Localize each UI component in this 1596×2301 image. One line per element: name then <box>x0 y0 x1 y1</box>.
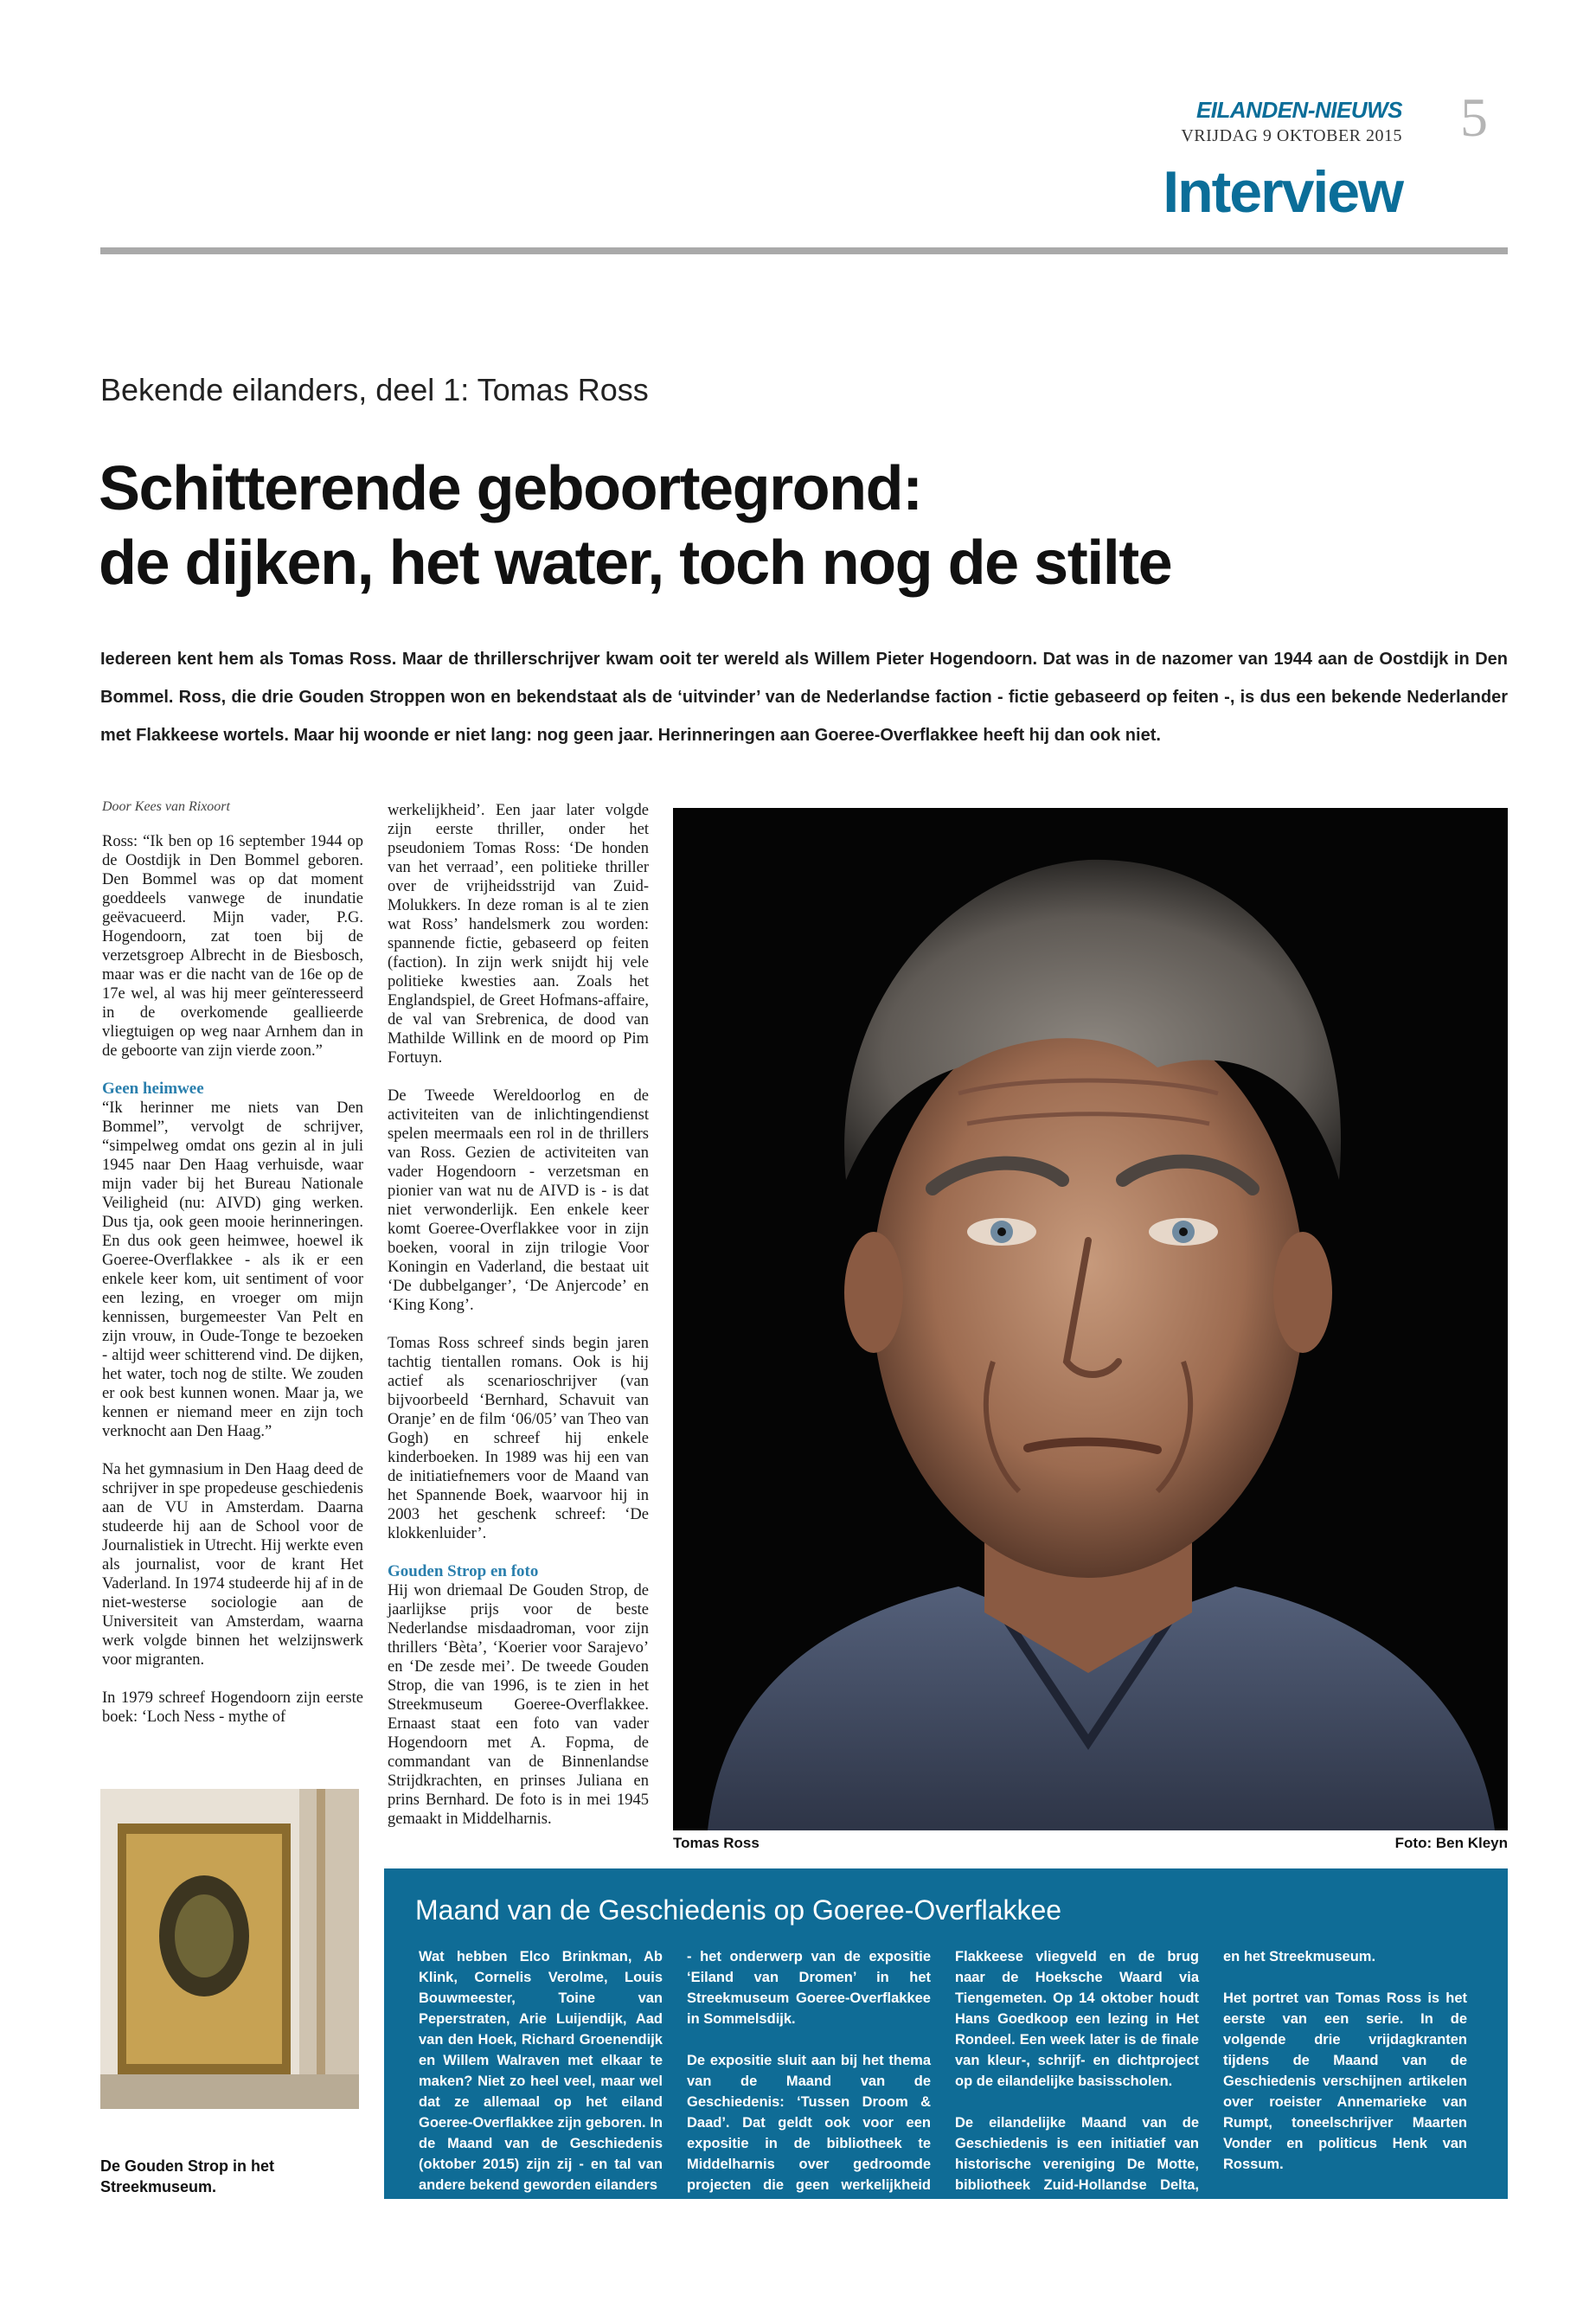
info-box-title: Maand van de Geschiedenis op Goeree-Overflakkee <box>415 1894 1062 1926</box>
paragraph: Ross: “Ik ben op 16 september 1944 op de Oostdijk in Den Bommel geboren. Den Bommel was op dat moment goeddeels vanwege de inundatie geëvacueerd. Mijn vader, P.G. Hogendoorn, zat toen bij de verzetsgroep Albrecht in de Biesbosch, maar was er die nacht van de 16e op de 17e wel, al was hij meer geïnteresseerd in de overkomende geallieerde vliegtuigen op weg naar Arnhem dan in de geboorte van zijn vierde zoon.” <box>102 833 363 1060</box>
gouden-strop-photo <box>100 1789 359 2109</box>
paragraph: De expositie sluit aan bij het thema van de Maand van de Geschiedenis: ‘Tussen Droom & Daad’. Dat geldt ook voor een expositie in de bibliotheek te Middelharnis over gedroomde projecten die geen werkelijkheid werden, zoals het <box>687 2053 931 2214</box>
section-title: Interview <box>1163 159 1402 225</box>
article-kicker: Bekende eilanders, deel 1: Tomas Ross <box>100 372 649 407</box>
paragraph: en het Streekmuseum. <box>1223 1949 1376 1965</box>
paragraph: De eilandelijke Maand van de Geschiedenis is een initiatief van historische vereniging De Motte, bibliotheek Zuid-Hollandse Delta, Streekarchief Goeree-Overflakkee <box>955 2115 1199 2214</box>
article-column-2 <box>388 801 649 1848</box>
paragraph: Hij won driemaal De Gouden Strop, de jaarlijkse prijs voor de beste Nederlandse misdaadroman, voor zijn thrillers ‘Bèta’, ‘Koerier voor Sarajevo’ en ‘De zesde mei’. De tweede Gouden Strop, die van 1996, is te zien in het Streekmuseum Goeree-Overflakkee. Ernaast staat een foto van vader Hogendoorn met A. Fopma, de commandant van de Binnenlandse Strijdkrachten, en prinses Juliana en prins Bernhard. De foto is in mei 1945 gemaakt in Middelharnis. <box>388 1582 649 1828</box>
photo-credit: Foto: Ben Kleyn <box>1394 1835 1508 1851</box>
article-headline <box>99 452 1448 600</box>
info-box <box>384 1868 1508 2214</box>
article-column-1 <box>102 798 363 1746</box>
paragraph: In 1979 schreef Hogendoorn zijn eerste boek: ‘Loch Ness - mythe of <box>102 1689 363 1726</box>
header-rule <box>100 247 1508 254</box>
paragraph: werkelijkheid’. Een jaar later volgde zijn eerste thriller, onder het pseudoniem Tomas Ross: ‘De honden van het verraad’, een politieke thriller over de vrijheidsstrijd van Zuid-Molukkers. In deze roman is al te zien wat Ross’ handelsmerk zou worden: spannende fictie, gebaseerd op feiten (faction). In zijn werk snijdt hij vele politieke kwesties aan. Zoals het Englandspiel, de Greet Hofmans-affaire, de val van Srebrenica, de dood van Mathilde Willink en de moord op Pim Fortuyn. <box>388 802 649 1067</box>
headline-line-1: Schitterende geboortegrond: <box>99 454 922 523</box>
small-photo-caption: De Gouden Strop in het Streekmuseum. <box>100 2157 274 2195</box>
paragraph: Flakkeese vliegveld en de brug naar de Hoeksche Waard via Tiengemeten. Op 14 oktober houdt Hans Goedkoop een lezing in Het Rondeel. Een week later is de finale van kleur-, schrijf- en dichtproject op de eilandelijke basisscholen. <box>955 1949 1199 2089</box>
headline-line-2: de dijken, het water, toch nog de stilte <box>99 529 1172 598</box>
article-intro: Iedereen kent hem als Tomas Ross. Maar de thrillerschrijver kwam ooit ter wereld als Willem Pieter Hogendoorn. Dat was in de nazomer van 1944 aan de Oostdijk in Den Bommel. Ross, die drie Gouden Stroppen won en bekendstaat als de ‘uitvinder’ van de Nederlandse faction - fictie gebaseerd op feiten -, is dus een bekende Nederlander met Flakkeese wortels. Maar hij woonde er niet lang: nog geen jaar. Herinneringen aan Goeree-Overflakkee heeft hij dan ook niet. <box>100 650 1508 745</box>
byline: Door Kees van Rixoort <box>102 799 230 814</box>
paragraph: Tomas Ross schreef sinds begin jaren tachtig tientallen romans. Ook is hij actief als scenarioschrijver (van bijvoorbeeld ‘Bernhard, Schavuit van Oranje’ en de film ‘06/05’ van Theo van Gogh) en schreef hij enkele kinderboeken. In 1989 was hij een van de initiatiefnemers voor de Maand van het Spannende Boek, waarvoor hij in 2003 het geschenk schreef: ‘De klokkenluider’. <box>388 1335 649 1542</box>
paragraph: - het onderwerp van de expositie ‘Eiland van Dromen’ in het Streekmuseum Goeree-Overflakkee in Sommelsdijk. <box>687 1949 931 2027</box>
masthead-logo: EILANDEN-NIEUWS <box>1195 97 1402 123</box>
info-box-column-2 <box>687 1946 931 2237</box>
page-number: 5 <box>1460 87 1488 148</box>
info-box-column-3 <box>955 1946 1199 2237</box>
subheading: Geen heimwee <box>102 1080 204 1098</box>
paragraph: Wat hebben Elco Brinkman, Ab Klink, Cornelis Verolme, Louis Bouwmeester, Toine van Peperstraten, Arie Luijendijk, Aad van den Hoek, Richard Groenendijk en Willem Walraven met elkaar te maken? Niet zo heel veel, maar wel dat ze allemaal op het eiland Goeree-Overflakkee zijn geboren. In de Maand van de Geschiedenis (oktober 2015) zijn zij - en tal van andere bekend geworden eilanders <box>419 1949 663 2193</box>
paragraph: Het portret van Tomas Ross is het eerste van een serie. In de volgende drie vrijdagkranten tijdens de Maand van de Geschiedenis verschijnen artikelen over roeister Annemarieke van Rumpt, toneelschrijver Maarten Vonder en politicus Henk van Rossum. <box>1223 1990 1467 2172</box>
portrait-illustration <box>673 808 1508 1830</box>
paragraph: “Ik herinner me niets van Den Bommel”, vervolgt de schrijver, “simpelweg omdat ons gezin al in juli 1945 naar Den Haag verhuisde, waar mijn vader bij het Bureau Nationale Veiligheid (nu: AIVD) ging werken. Dus tja, ook geen mooie herinneringen. En dus ook geen heimwee, hoewel ik Goeree-Overflakkee - als ik er een enkele keer kom, uit sentiment of voor een lezing, en vroeger om mijn kennissen, burgemeester Van Pelt en zijn vrouw, in Oude-Tonge te bezoeken - altijd weer schitterend vind. De dijken, het water, toch nog de stilte. We zouden er ook best kunnen wonen. Maar ja, we kennen er niemand meer en zijn toch verknocht aan Den Haag.” <box>102 1099 363 1440</box>
publication-date: VRIJDAG 9 OKTOBER 2015 <box>1181 126 1402 145</box>
paragraph: De Tweede Wereldoorlog en de activiteiten van de inlichtingendienst spelen meermaals een rol in de thrillers van Ross. Gezien de activiteiten van vader Hogendoorn - verzetsman en pionier van wat nu de AIVD is - is dat niet verwonderlijk. Een enkele keer komt Goeree-Overflakkee voor in zijn boeken, vooral in zijn trilogie Voor Koningin en Vaderland, die bestaat uit ‘De dubbelganger’, ‘De Anjercode’ en ‘King Kong’. <box>388 1087 649 1314</box>
info-box-column-4 <box>1223 1946 1467 2195</box>
subheading: Gouden Strop en foto <box>388 1562 539 1580</box>
photo-caption: Tomas Ross <box>673 1835 760 1851</box>
paragraph: Na het gymnasium in Den Haag deed de schrijver in spe propedeuse geschiedenis aan de VU in Amsterdam. Daarna studeerde hij aan de School voor de Journalistiek in Utrecht. Hij werkte even als journalist, voor de krant Het Vaderland. In 1974 studeerde hij af in de niet-westerse sociologie aan de Universiteit van Amsterdam, waarna werk volgde binnen het welzijnswerk voor migranten. <box>102 1461 363 1669</box>
info-box-column-1 <box>419 1946 663 2216</box>
portrait-photo <box>673 808 1508 1830</box>
museum-display-illustration <box>100 1789 359 2109</box>
